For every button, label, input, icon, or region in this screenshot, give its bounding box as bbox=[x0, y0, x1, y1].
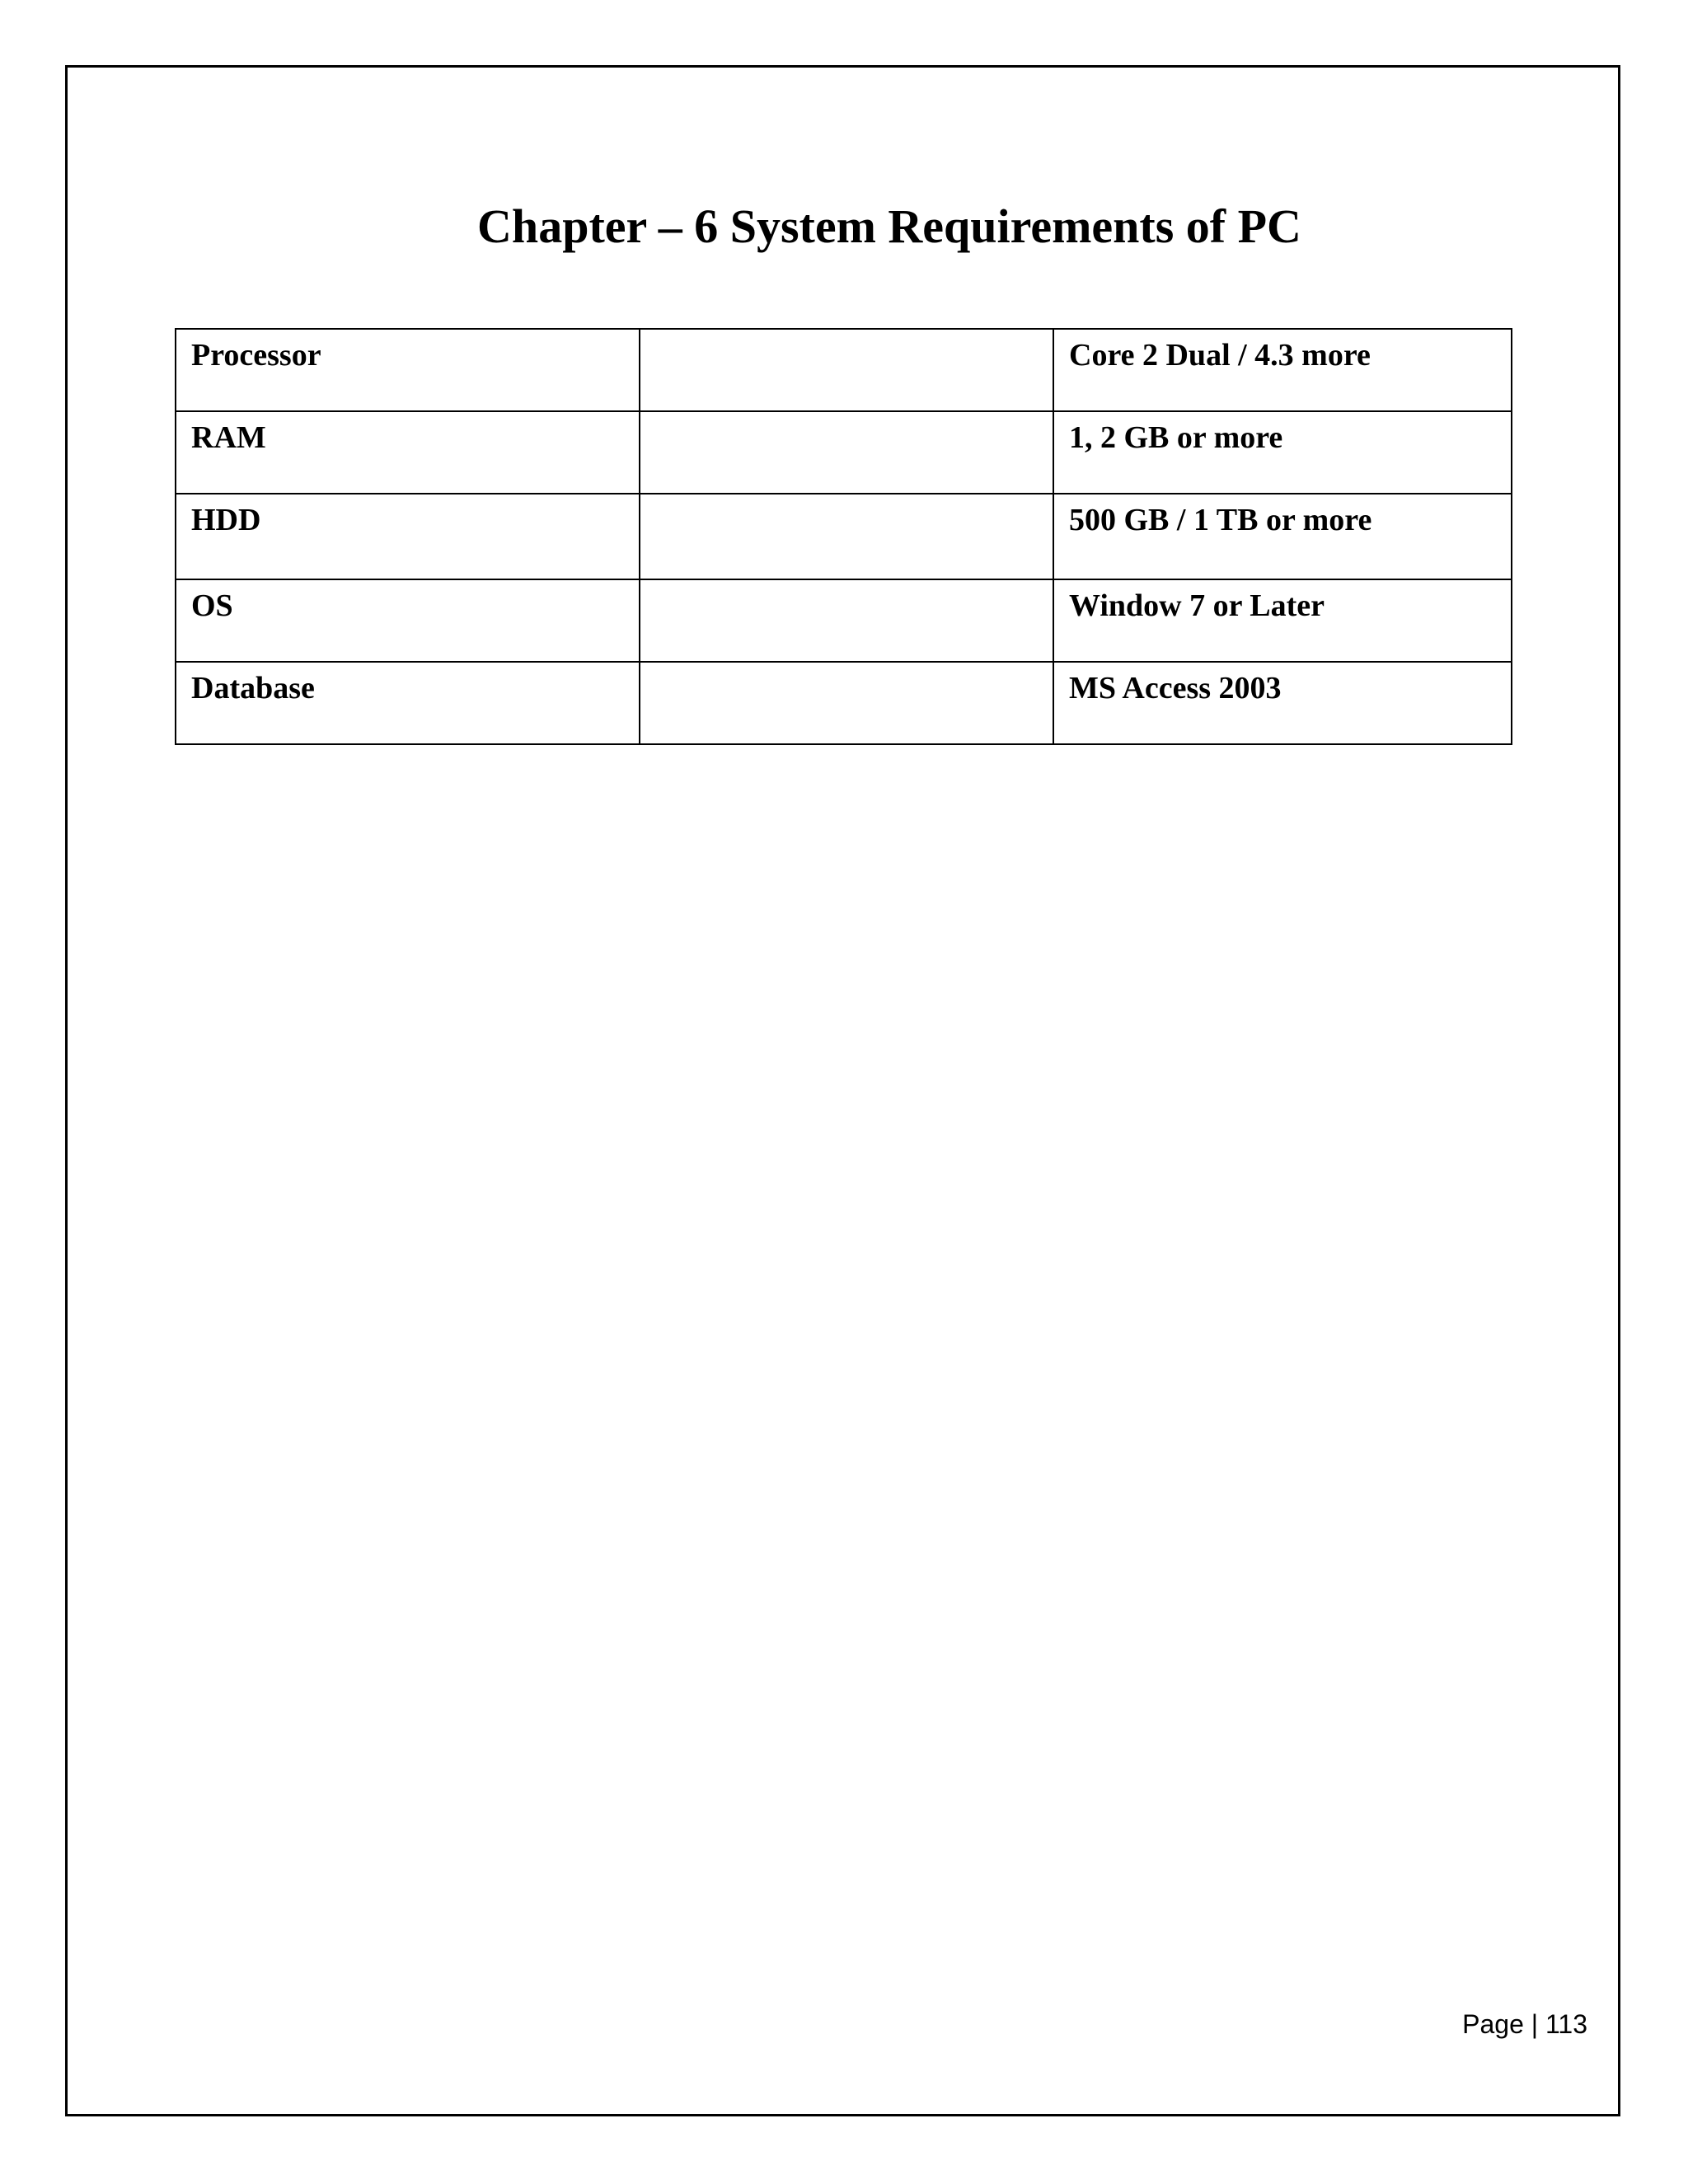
empty-cell bbox=[640, 329, 1053, 411]
component-cell: Processor bbox=[176, 329, 640, 411]
component-cell: HDD bbox=[176, 494, 640, 579]
value-cell: MS Access 2003 bbox=[1053, 662, 1512, 744]
system-requirements-table bbox=[175, 328, 1512, 745]
empty-cell bbox=[640, 494, 1053, 579]
table-row bbox=[176, 662, 1512, 744]
component-cell: RAM bbox=[176, 411, 640, 494]
component-cell: Database bbox=[176, 662, 640, 744]
value-cell: Core 2 Dual / 4.3 more bbox=[1053, 329, 1512, 411]
value-cell: Window 7 or Later bbox=[1053, 579, 1512, 662]
table-row bbox=[176, 329, 1512, 411]
value-cell: 1, 2 GB or more bbox=[1053, 411, 1512, 494]
table-row bbox=[176, 411, 1512, 494]
table-row bbox=[176, 494, 1512, 579]
empty-cell bbox=[640, 662, 1053, 744]
component-cell: OS bbox=[176, 579, 640, 662]
empty-cell bbox=[640, 579, 1053, 662]
page-title: Chapter – 6 System Requirements of PC bbox=[477, 199, 1301, 253]
table-row bbox=[176, 579, 1512, 662]
page-number: Page | 113 bbox=[1462, 2009, 1587, 2039]
empty-cell bbox=[640, 411, 1053, 494]
value-cell: 500 GB / 1 TB or more bbox=[1053, 494, 1512, 579]
